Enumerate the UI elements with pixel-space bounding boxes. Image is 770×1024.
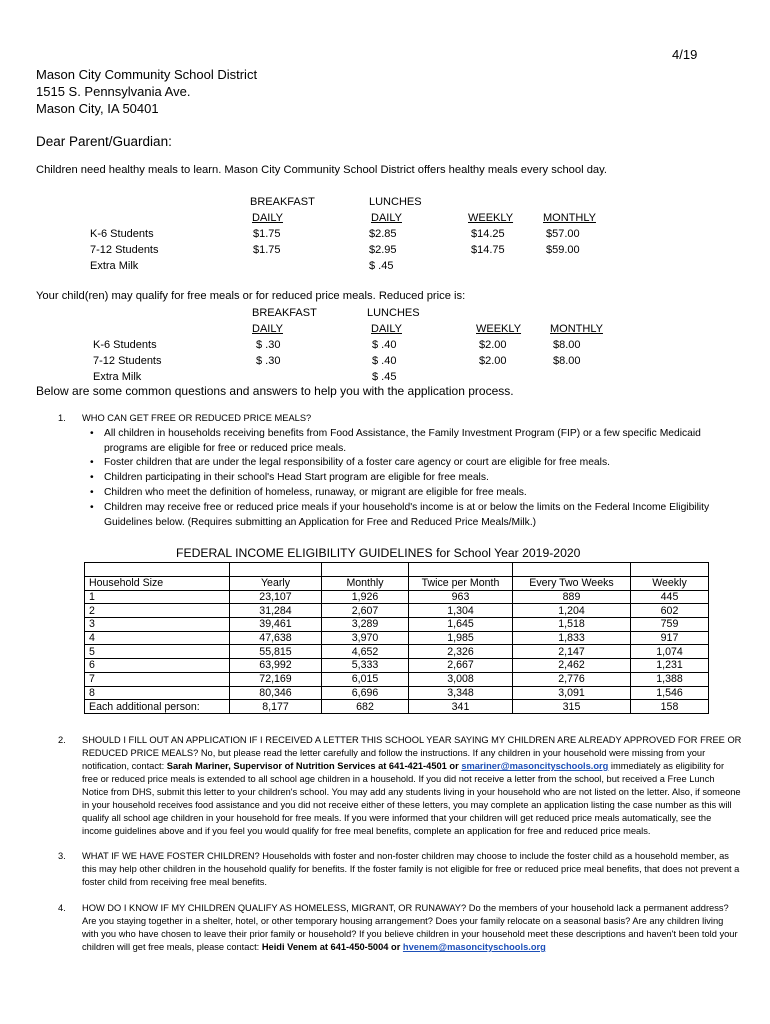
question-number: 4. <box>58 903 66 913</box>
breakfast-price: $1.75 <box>253 228 281 240</box>
breakfast-price: $ .30 <box>256 339 281 351</box>
contact-name: Heidi Venem at 641-450-5004 or <box>261 942 401 952</box>
breakfast-header: BREAKFAST <box>250 196 315 208</box>
table-cell: 8,177 <box>230 700 322 714</box>
bullet-text: All children in households receiving benefits from Food Assistance, the Family Investment Program (FIP) or a few specific Medicaid programs are eligible for free or reduced price meals. <box>104 428 701 454</box>
question-text: WHAT IF WE HAVE FOSTER CHILDREN? Households with foster and non-foster children may choose to include the foster child as a household member, as this may help other children in the household qualify for benefits. If the foster family is not eligible for free or reduced price meal benefits, that does not prevent a foster child from receiving free meal benefits. <box>82 851 740 887</box>
question-number: 3. <box>58 851 66 861</box>
income-table-title: FEDERAL INCOME ELIGIBILITY GUIDELINES for School Year 2019-2020 <box>176 546 581 560</box>
question-text: immediately as eligibility for free or reduced price meals is extended to all school age children in a household. If you did not receive a letter from the school, but received a Free Lunch Notice from DHS, submit this letter to your children's school. You may add any students living in your household who are not listed on the letter. Also, if someone in your household receives food assistance and you did not receive either of these letters, you may complete an application listing the case number as this will qualify all school age children in your household for free meals. If you were informed that your children will get reduced price meals automatically, see the income guidelines above and if you feel you would qualify for free meal benefits, complete an application for free and reduced price meals. <box>82 761 741 836</box>
column-header: Twice per Month <box>409 577 513 591</box>
greeting: Dear Parent/Guardian: <box>36 134 172 149</box>
weekly-price: $2.00 <box>479 355 507 367</box>
table-cell: 39,461 <box>230 618 322 632</box>
table-row <box>85 590 709 604</box>
table-cell: 55,815 <box>230 645 322 659</box>
letter-date: 4/19 <box>672 47 698 62</box>
income-eligibility-table <box>84 562 709 714</box>
table-row <box>85 686 709 700</box>
bullet-item <box>90 470 719 485</box>
lunch-daily-header: DAILY <box>371 323 402 335</box>
question-2 <box>58 734 758 849</box>
lunch-daily-header: DAILY <box>371 212 402 224</box>
weekly-price: $14.25 <box>471 228 505 240</box>
question-number: 1. <box>58 413 66 423</box>
table-cell: 2,462 <box>513 659 631 673</box>
bullet-text: Foster children that are under the legal responsibility of a foster care agency or court are eligible for free meals. <box>104 457 610 468</box>
weekly-price: $14.75 <box>471 244 505 256</box>
table-row <box>85 645 709 659</box>
column-header: Every Two Weeks <box>513 577 631 591</box>
table-cell: 3,970 <box>322 631 409 645</box>
table-header-row <box>85 577 709 591</box>
table-cell: 3,091 <box>513 686 631 700</box>
question-text: HOW DO I KNOW IF MY CHILDREN QUALIFY AS HOMELESS, MIGRANT, OR RUNAWAY? Do the members of your household lack a permanent address? Are you staying together in a shelter, hotel, or other temporary housing arrangement? Does your family relocate on a seasonal basis? Are any children living with you who have chosen to leave their prior family or household? If you believe children in your household meet these descriptions and haven't been told your children will get free meals, please contact: <box>82 903 738 952</box>
table-cell: 1 <box>85 590 230 604</box>
table-cell: 1,926 <box>322 590 409 604</box>
breakfast-daily-header: DAILY <box>252 323 283 335</box>
district-name: Mason City Community School District <box>36 67 258 82</box>
table-cell: 5,333 <box>322 659 409 673</box>
table-cell: 31,284 <box>230 604 322 618</box>
table-cell: 4 <box>85 631 230 645</box>
table-cell: 1,204 <box>513 604 631 618</box>
bullet-icon: • <box>90 487 94 498</box>
table-cell: 963 <box>409 590 513 604</box>
table-cell: 6 <box>85 659 230 673</box>
table-cell: 6,015 <box>322 672 409 686</box>
question-title: WHO CAN GET FREE OR REDUCED PRICE MEALS? <box>82 413 312 423</box>
column-header: Household Size <box>85 577 230 591</box>
table-cell: 47,638 <box>230 631 322 645</box>
table-cell: 1,645 <box>409 618 513 632</box>
table-cell: 445 <box>631 590 709 604</box>
table-cell: 315 <box>513 700 631 714</box>
table-row <box>85 604 709 618</box>
weekly-header: WEEKLY <box>476 323 522 335</box>
breakfast-header: BREAKFAST <box>252 307 317 319</box>
table-cell: 889 <box>513 590 631 604</box>
contact-name: Sarah Mariner, Supervisor of Nutrition Services at 641-421-4501 or <box>166 761 459 771</box>
bullet-item <box>90 426 719 456</box>
bullet-item <box>90 455 719 470</box>
qa-intro: Below are some common questions and answers to help you with the application process. <box>36 384 514 398</box>
table-cell: 5 <box>85 645 230 659</box>
weekly-header: WEEKLY <box>468 212 514 224</box>
table-cell: 1,518 <box>513 618 631 632</box>
table-cell: 917 <box>631 631 709 645</box>
table-cell: 72,169 <box>230 672 322 686</box>
table-cell: 682 <box>322 700 409 714</box>
row-label: K-6 Students <box>93 339 157 351</box>
table-cell: 23,107 <box>230 590 322 604</box>
bullet-icon: • <box>90 428 94 439</box>
bullet-text: Children participating in their school's Head Start program are eligible for free meals. <box>104 472 489 483</box>
table-cell: 341 <box>409 700 513 714</box>
table-cell: 1,388 <box>631 672 709 686</box>
lunch-price: $ .40 <box>372 339 397 351</box>
table-row <box>85 618 709 632</box>
email-link[interactable]: hvenem@masoncityschools.org <box>402 942 546 952</box>
bullet-text: Children may receive free or reduced price meals if your household's income is at or below the limits on the Federal Income Eligibility Guidelines below. (Requires submitting an Application for Free and Reduced Price Meals/Milk.) <box>104 502 710 528</box>
table-cell: 2,147 <box>513 645 631 659</box>
bullet-icon: • <box>90 502 94 513</box>
row-label: K-6 Students <box>90 228 154 240</box>
bullet-item <box>90 485 719 500</box>
column-header: Monthly <box>322 577 409 591</box>
table-cell: 7 <box>85 672 230 686</box>
row-label: 7-12 Students <box>90 244 159 256</box>
table-cell: 1,231 <box>631 659 709 673</box>
lunch-price: $ .45 <box>372 371 397 383</box>
district-address <box>36 66 396 117</box>
table-cell: 158 <box>631 700 709 714</box>
breakfast-price: $1.75 <box>253 244 281 256</box>
email-link[interactable]: smariner@masoncityschools.org <box>461 761 609 771</box>
lunch-price: $2.85 <box>369 228 397 240</box>
table-cell: 2,607 <box>322 604 409 618</box>
table-cell: 1,074 <box>631 645 709 659</box>
bullet-icon: • <box>90 457 94 468</box>
table-cell: 3 <box>85 618 230 632</box>
monthly-price: $59.00 <box>546 244 580 256</box>
lunch-price: $ .45 <box>369 260 394 272</box>
question-body <box>82 734 742 838</box>
monthly-price: $8.00 <box>553 339 581 351</box>
bullet-icon: • <box>90 472 94 483</box>
monthly-header: MONTHLY <box>550 323 603 335</box>
table-cell: 8 <box>85 686 230 700</box>
table-cell: 3,348 <box>409 686 513 700</box>
table-cell: 2,326 <box>409 645 513 659</box>
table-row <box>85 659 709 673</box>
table-cell: 759 <box>631 618 709 632</box>
street-address: 1515 S. Pennsylvania Ave. <box>36 84 191 99</box>
breakfast-price: $ .30 <box>256 355 281 367</box>
table-cell: 63,992 <box>230 659 322 673</box>
bullet-item <box>90 500 719 530</box>
table-spacer-row <box>85 563 709 577</box>
weekly-price: $2.00 <box>479 339 507 351</box>
table-cell: 4,652 <box>322 645 409 659</box>
question-number: 2. <box>58 735 66 745</box>
column-header: Weekly <box>631 577 709 591</box>
table-cell: 2,667 <box>409 659 513 673</box>
bullet-text: Children who meet the definition of homeless, runaway, or migrant are eligible for free meals. <box>104 487 527 498</box>
row-label: 7-12 Students <box>93 355 162 367</box>
question-text: SHOULD I FILL OUT AN APPLICATION IF I RECEIVED A LETTER THIS SCHOOL YEAR SAYING MY CHILDREN ARE ALREADY APPROVED FOR FREE OR REDUCED PRICE MEALS? No, but please read the letter carefully and follow the instructions. If any children in your household were missing from your notification, contact: <box>82 735 742 771</box>
table-cell: 1,833 <box>513 631 631 645</box>
table-cell: 3,008 <box>409 672 513 686</box>
reduced-intro: Your child(ren) may qualify for free meals or for reduced price meals. Reduced price is: <box>36 290 466 302</box>
question-body <box>82 902 742 954</box>
column-header: Yearly <box>230 577 322 591</box>
table-cell: 3,289 <box>322 618 409 632</box>
monthly-price: $8.00 <box>553 355 581 367</box>
monthly-price: $57.00 <box>546 228 580 240</box>
lunch-price: $2.95 <box>369 244 397 256</box>
table-cell: 6,696 <box>322 686 409 700</box>
row-label: Extra Milk <box>93 371 142 383</box>
row-label: Extra Milk <box>90 260 139 272</box>
intro-paragraph: Children need healthy meals to learn. Mason City Community School District offers healthy meals every school day. <box>36 164 608 176</box>
lunches-header: LUNCHES <box>369 196 422 208</box>
lunch-price: $ .40 <box>372 355 397 367</box>
breakfast-daily-header: DAILY <box>252 212 283 224</box>
table-cell: Each additional person: <box>85 700 230 714</box>
table-cell: 1,304 <box>409 604 513 618</box>
table-cell: 2 <box>85 604 230 618</box>
table-row <box>85 672 709 686</box>
table-cell: 1,985 <box>409 631 513 645</box>
table-cell: 2,776 <box>513 672 631 686</box>
table-cell: 1,546 <box>631 686 709 700</box>
monthly-header: MONTHLY <box>543 212 596 224</box>
table-row <box>85 631 709 645</box>
table-row <box>85 700 709 714</box>
lunches-header: LUNCHES <box>367 307 420 319</box>
city-state-zip: Mason City, IA 50401 <box>36 101 159 116</box>
table-cell: 80,346 <box>230 686 322 700</box>
table-cell: 602 <box>631 604 709 618</box>
